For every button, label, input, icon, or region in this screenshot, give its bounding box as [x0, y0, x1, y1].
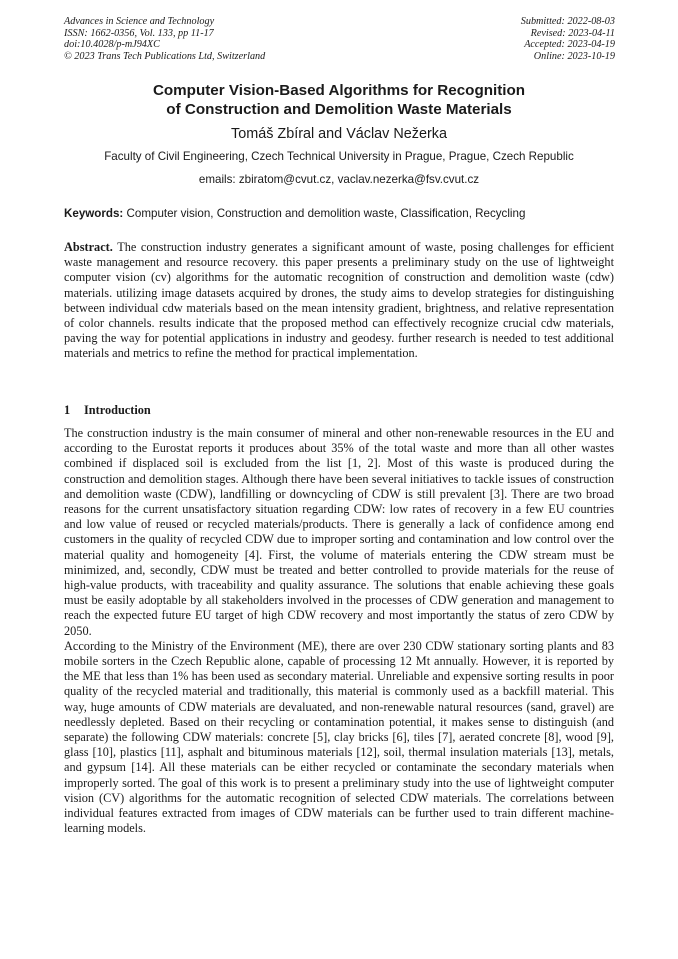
introduction-body [64, 426, 614, 836]
revised-date: Revised: 2023-04-11 [530, 27, 615, 39]
publication-dates [521, 16, 615, 62]
author-emails: emails: zbiratom@cvut.cz, vaclav.nezerka@fsv.cvut.cz [198, 173, 480, 186]
authors: Tomáš Zbíral and Václav Nežerka [231, 126, 447, 142]
paper-title [64, 81, 614, 119]
paragraph: The construction industry is the main consumer of mineral and other non-renewable resources in the EU and according to the Eurostat reports it produces about 35% of the total waste and more than all other wastes combined if displaced soil is excluded from the list [1, 2]. Most of this waste is produced during the construction and demolition stages. Although there have been several initiatives to tackle issues of construction and demolition waste (CDW), landfilling or downcycling of CDW is still prevalent [3]. There are two broad reasons for the current unsatisfactory situation regarding CDW: low rates of recovery in a few EU countries and low value of reused or recycled materials/products. There is generally a lack of confidence among end customers in the quality of recycled CDW due to improper sorting and contamination and low control over the material quality and homogeneity [4]. First, the volume of materials entering the CDW stream must be minimized, and, secondly, CDW must be treated and better controlled to provide materials for the reuse of high-value products, with traceability and quality assurance. The solutions that enable achieving these goals must be easily adoptable by all stakeholders involved in the processes of CDW generation and management to reach the expected future EU target of high CDW recovery and most importantly the status of zero CDW by 2050. [64, 426, 614, 638]
section-heading [64, 403, 614, 418]
paragraph: According to the Ministry of the Environment (ME), there are over 230 CDW stationary sorting plants and 83 mobile sorters in the Czech Republic alone, capable of processing 12 Mt annually. However, it is reported by the ME that less than 1% has been used as secondary material. Unreliable and expensive sorting results in poor quality of the recycled material and traditionally, this material is commonly used as a backfill material. This way, huge amounts of CDW materials are devaluated, and non-renewable natural resources (sand, gravel) are needlessly depleted. Based on their recycling or contamination potential, it makes sense to distinguish (and separate) the following CDW materials: concrete [5], clay bricks [6], tiles [7], aerated concrete [8], wood [9], glass [10], plastics [11], asphalt and bituminous materials [12], soil, thermal insulation materials [13], metals, and gypsum [14]. All these materials can be either recycled or contaminate the secondary materials when improperly sorted. The goal of this work is to present a preliminary study into the use of lightweight computer vision (CV) algorithms for the automatic recognition of selected CDW materials. The correlations between individual features extracted from images of CDW materials can be further used to train different machine-learning models. [64, 638, 614, 836]
keywords-text: Computer vision, Construction and demolition waste, Classification, Recycling [126, 207, 526, 220]
keywords-label: Keywords: [64, 207, 124, 220]
title-line-1: Computer Vision-Based Algorithms for Recognition [152, 82, 526, 99]
abstract [64, 240, 614, 362]
abstract-label: Abstract. [64, 240, 113, 254]
doi-line: doi:10.4028/p-mJ94XC [64, 39, 160, 51]
affiliation: Faculty of Civil Engineering, Czech Technical University in Prague, Prague, Czech Republic [104, 150, 574, 163]
issn-line: ISSN: 1662-0356, Vol. 133, pp 11-17 [64, 27, 214, 39]
accepted-date: Accepted: 2023-04-19 [524, 39, 615, 51]
copyright-line: © 2023 Trans Tech Publications Ltd, Switzerland [64, 50, 266, 62]
submitted-date: Submitted: 2022-08-03 [520, 16, 615, 27]
online-date: Online: 2023-10-19 [533, 50, 615, 62]
journal-name: Advances in Science and Technology [64, 16, 215, 27]
section-number: 1 [64, 403, 71, 417]
journal-info [64, 16, 265, 62]
abstract-text: The construction industry generates a significant amount of waste, posing challenges for efficient waste management and resource recovery. this paper presents a preliminary study on the use of lightweight computer vision (cv) algorithms for the automatic recognition of construction and demolition waste (cdw) materials. utilizing image datasets acquired by drones, the study aims to develop strategies for distinguishing between individual cdw materials based on the mean intensity gradient, brightness, and relative representation of color channels. results indicate that the proposed method can effectively recognize crucial cdw materials, paving the way for potential applications in industry and geodesy. further research is needed to test additional materials and metrics to refine the method for practical implementation. [64, 240, 614, 361]
section-title: Introduction [84, 403, 151, 417]
title-line-2: of Construction and Demolition Waste Materials [166, 101, 512, 118]
keywords [64, 207, 614, 221]
